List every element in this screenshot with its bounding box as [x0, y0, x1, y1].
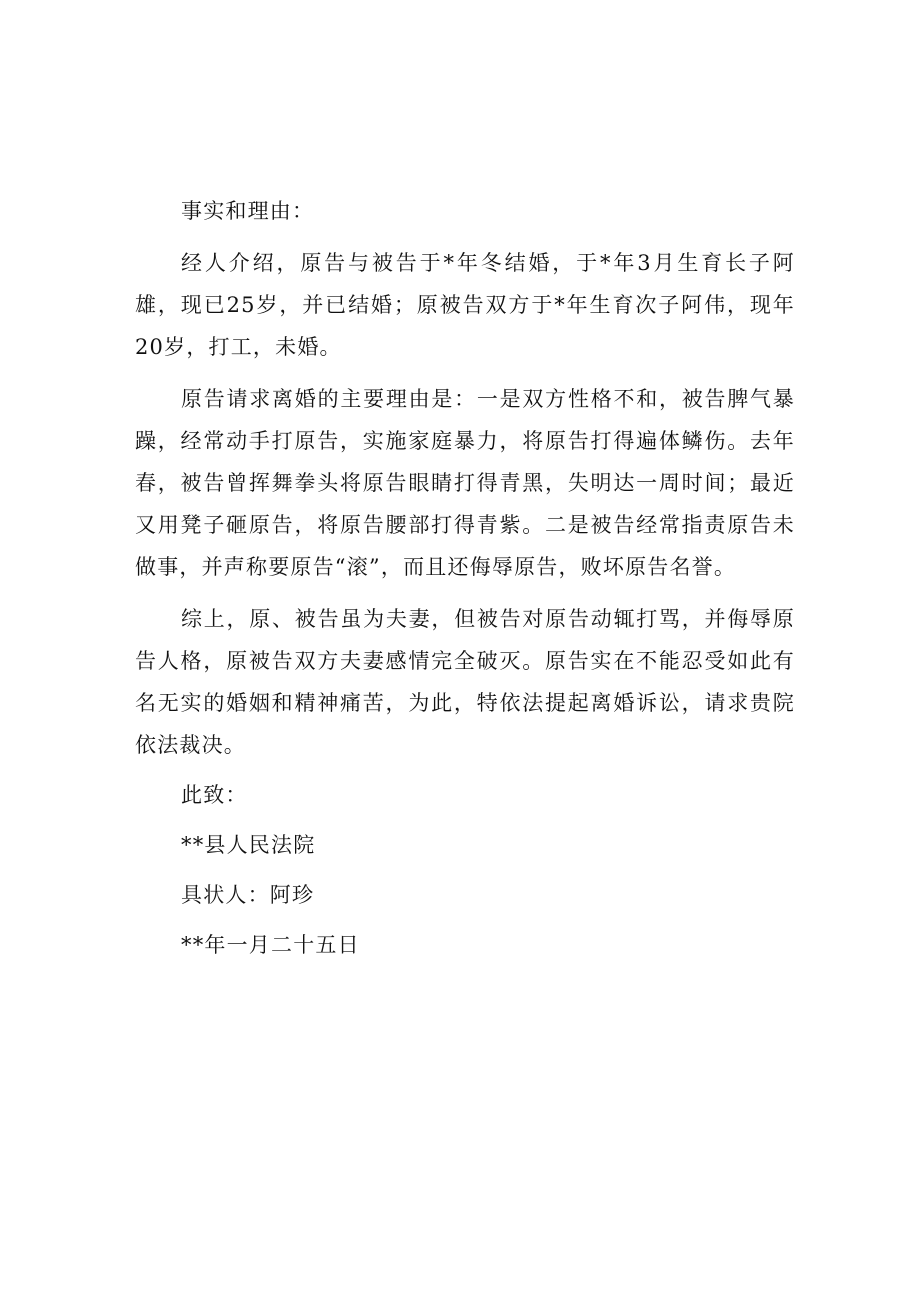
- closing-salutation: 此致：: [181, 783, 248, 807]
- section-heading: 事实和理由：: [181, 199, 315, 223]
- court-name: **县人民法院: [181, 833, 316, 857]
- document-body: [135, 190, 795, 966]
- paragraph-background: 经人介绍，原告与被告于*年冬结婚，于*年3月生育长子阿雄，现已25岁，并已结婚；原被告双方于*年生育次子阿伟，现年20岁，打工，未婚。: [135, 251, 795, 359]
- paragraph-summary: 综上，原、被告虽为夫妻，但被告对原告动辄打骂，并侮辱原告人格，原被告双方夫妻感情完全破灭。原告实在不能忍受如此有名无实的婚姻和精神痛苦，为此，特依法提起离婚诉讼，请求贵院依法裁决。: [135, 607, 795, 757]
- document-date: **年一月二十五日: [181, 933, 360, 957]
- plaintiff-signature: 具状人：阿珍: [181, 883, 315, 907]
- paragraph-reasons: 原告请求离婚的主要理由是：一是双方性格不和，被告脾气暴躁，经常动手打原告，实施家庭暴力，将原告打得遍体鳞伤。去年春，被告曾挥舞拳头将原告眼睛打得青黑，失明达一周时间；最近又用凳子砸原告，将原告腰部打得青紫。二是被告经常指责原告未做事，并声称要原告“滚”，而且还侮辱原告，败坏原告名誉。: [135, 387, 795, 579]
